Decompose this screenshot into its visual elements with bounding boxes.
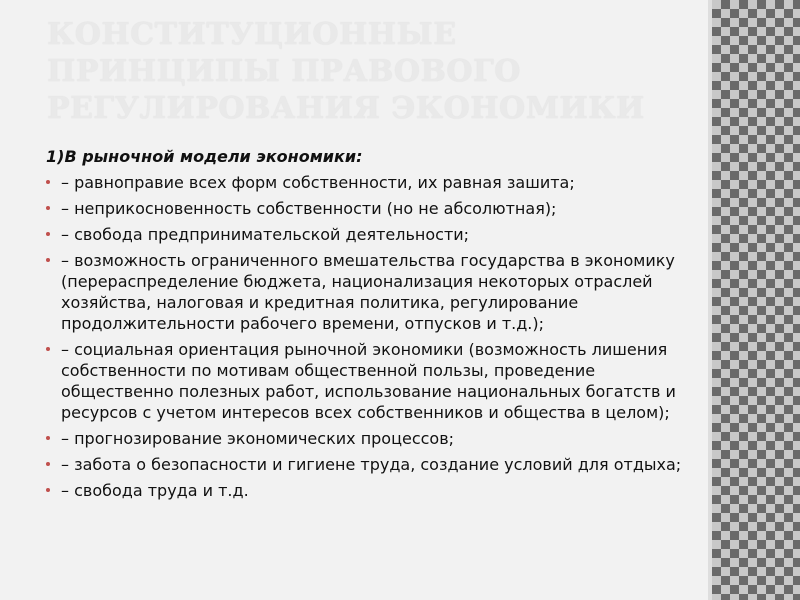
- bullet-icon: [46, 488, 50, 492]
- list-item: [46, 198, 696, 219]
- list-item: [46, 428, 696, 449]
- list-item-text: – свобода предпринимательской деятельности;: [61, 225, 470, 244]
- list-item-text: – свобода труда и т.д.: [61, 481, 249, 500]
- bullet-icon: [46, 462, 50, 466]
- list-item: [46, 339, 696, 423]
- bullet-icon: [46, 180, 50, 184]
- list-item: [46, 480, 696, 501]
- decorative-pattern-strip: [712, 0, 800, 600]
- list-item-text: – забота о безопасности и гигиене труда, создание условий для отдыха;: [61, 455, 682, 474]
- list-item: [46, 250, 696, 334]
- list-item: [46, 172, 696, 193]
- bullet-icon: [46, 206, 50, 210]
- list-item-text: – возможность ограниченного вмешательства государства в экономику (перераспределение бюджета, национализация некоторых отраслей хозяйства, налоговая и кредитная политика, регулирование продолжительности рабочего времени, отпусков и т.д.);: [61, 251, 675, 333]
- slide-content: [46, 146, 696, 506]
- bullet-list: [46, 172, 696, 501]
- list-item: [46, 224, 696, 245]
- list-item: [46, 454, 696, 475]
- bullet-icon: [46, 347, 50, 351]
- slide-title: КОНСТИТУЦИОННЫЕ ПРИНЦИПЫ ПРАВОВОГО РЕГУЛИРОВАНИЯ ЭКОНОМИКИ: [47, 17, 645, 126]
- bullet-icon: [46, 232, 50, 236]
- list-item-text: – социальная ориентация рыночной экономики (возможность лишения собственности по мотивам общественной пользы, проведение общественно полезных работ, использование национальных богатств и ресурсов с учетом интересов всех собственников и общества в целом);: [61, 340, 676, 422]
- list-item-text: – прогнозирование экономических процессов;: [61, 429, 455, 448]
- list-item-text: – равноправие всех форм собственности, их равная зашита;: [61, 173, 575, 192]
- list-item-text: – неприкосновенность собственности (но не абсолютная);: [61, 199, 557, 218]
- bullet-icon: [46, 436, 50, 440]
- bullet-icon: [46, 258, 50, 262]
- subheading: 1)В рыночной модели экономики:: [46, 147, 363, 166]
